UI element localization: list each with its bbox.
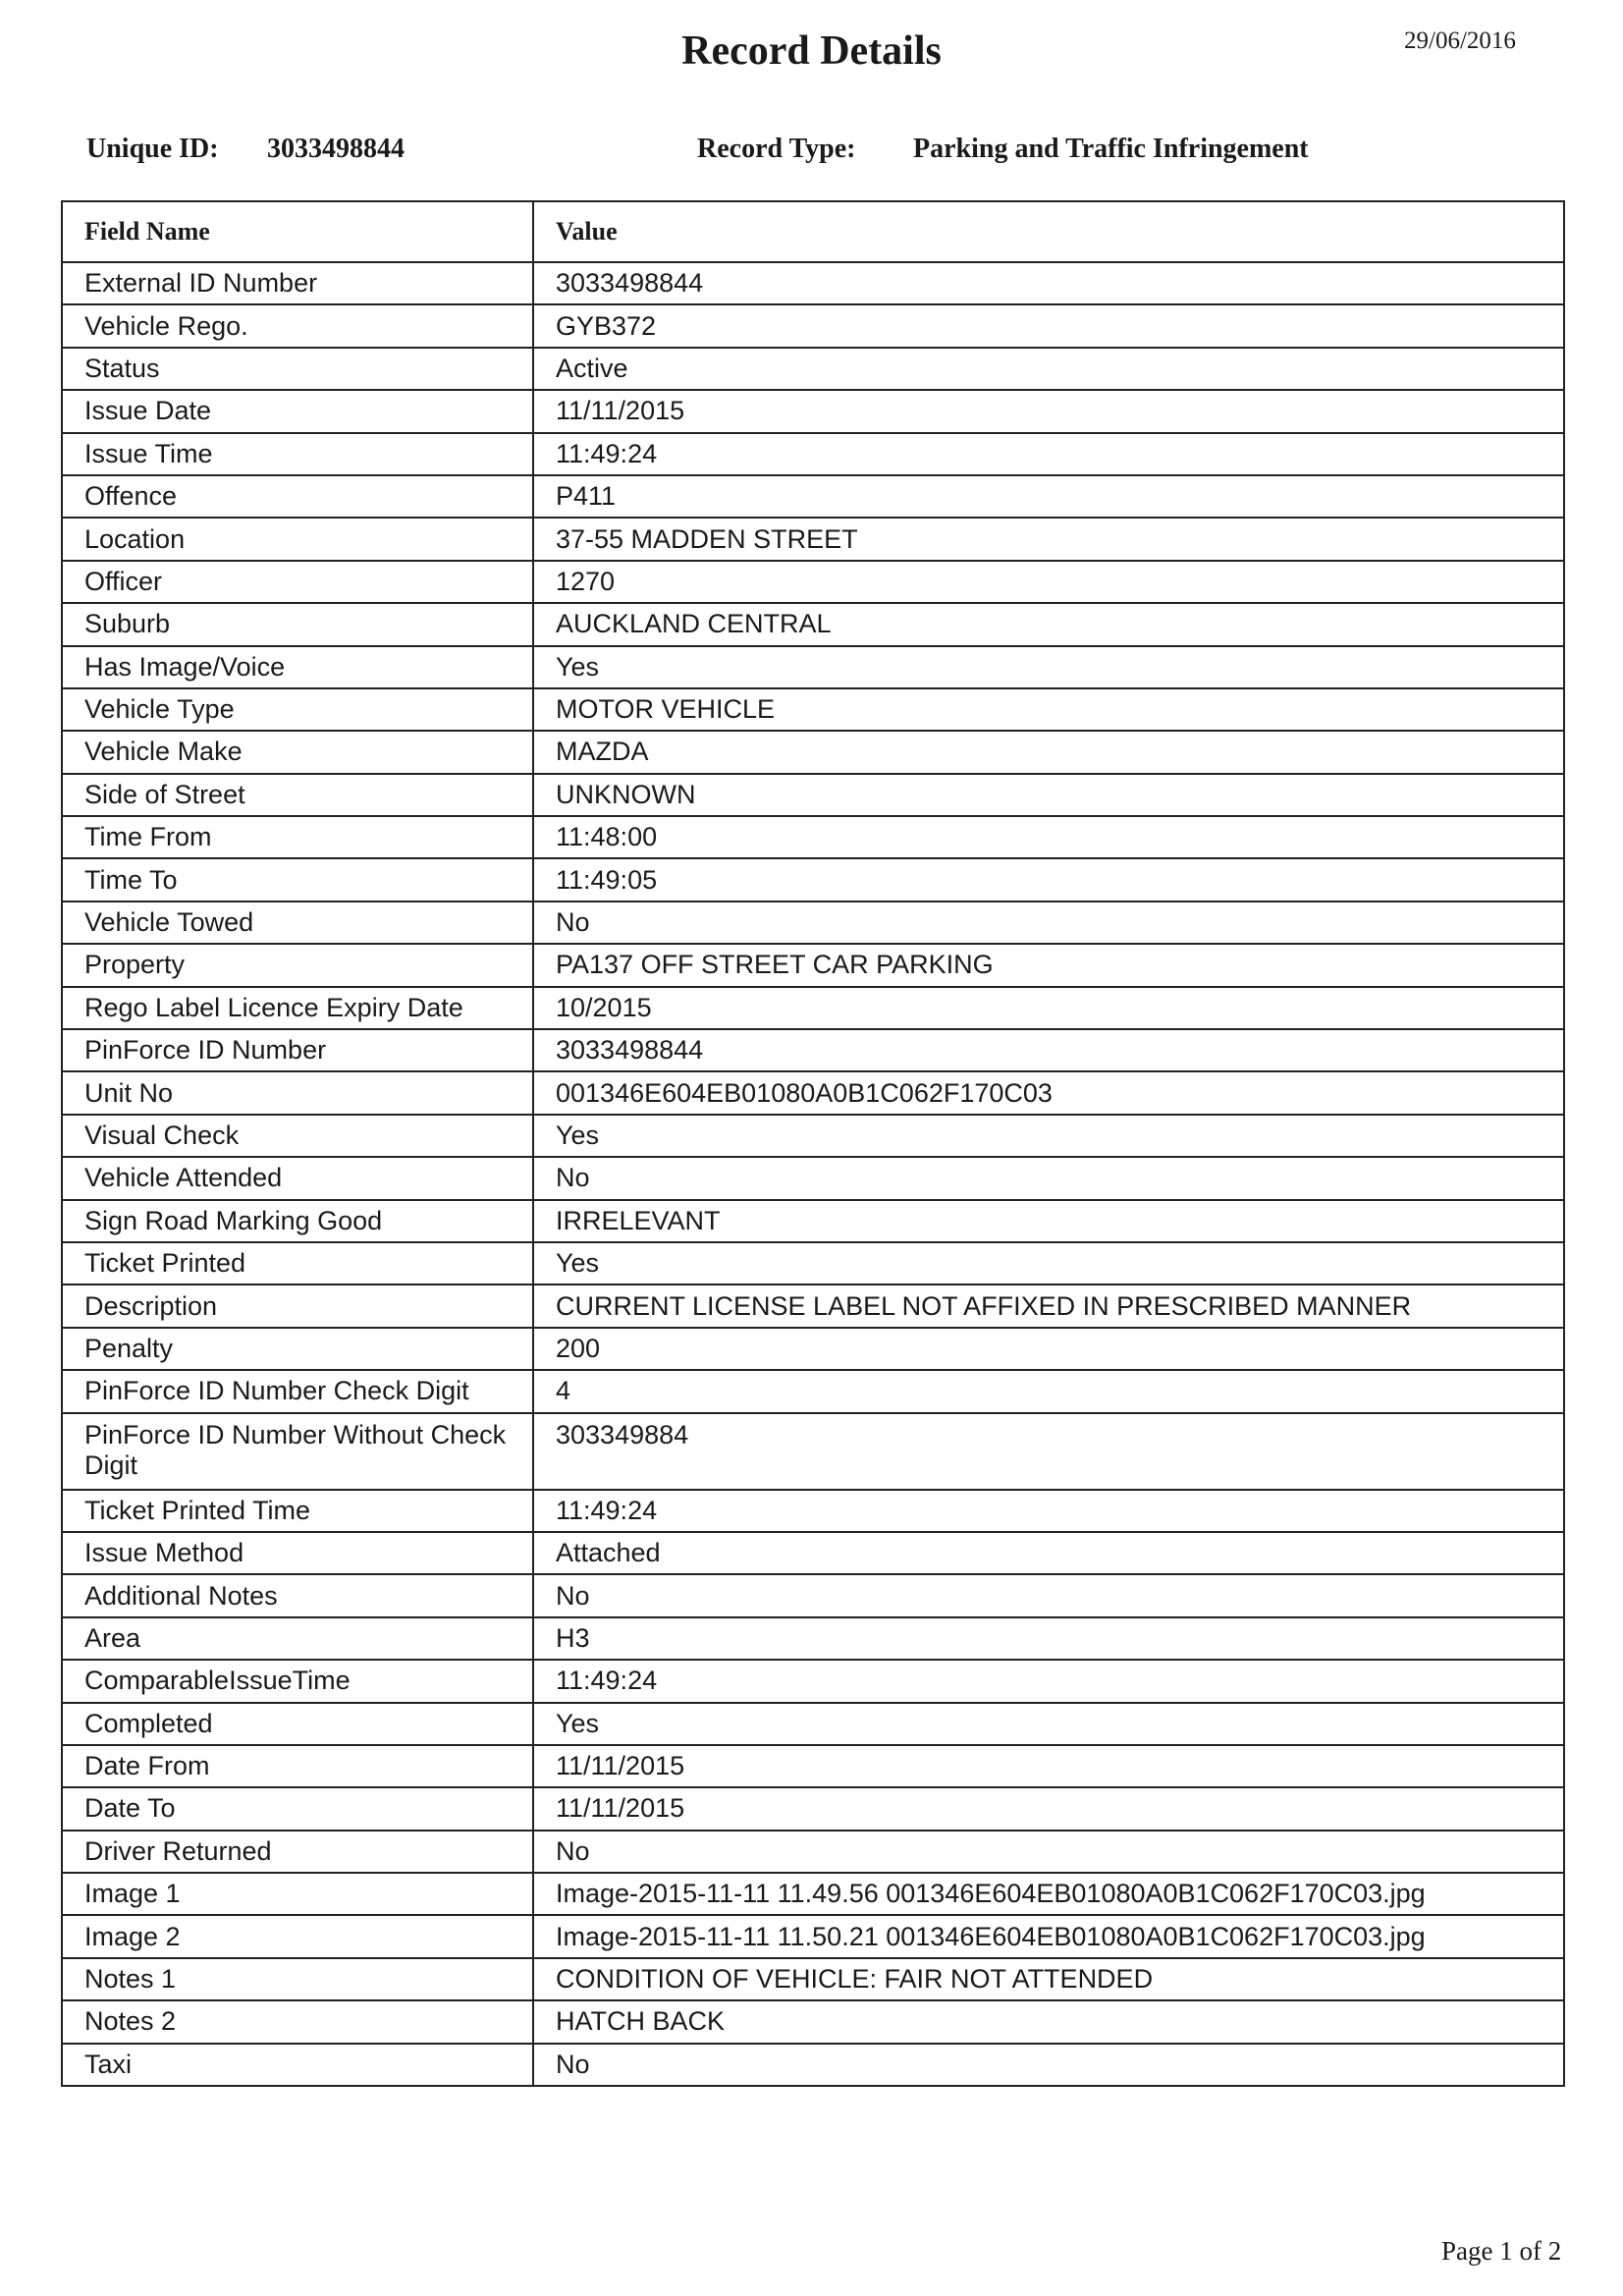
field-name-cell: PinForce ID Number Check Digit (62, 1370, 533, 1412)
value-cell: GYB372 (533, 304, 1564, 347)
table-row (62, 433, 1564, 475)
value-cell: 3033498844 (533, 262, 1564, 304)
table-row (62, 646, 1564, 688)
unique-id-label: Unique ID: (86, 134, 219, 164)
table-row (62, 1660, 1564, 1702)
field-name-cell: Area (62, 1617, 533, 1660)
table-row (62, 518, 1564, 560)
field-name-cell: Suburb (62, 603, 533, 645)
field-name-cell: Additional Notes (62, 1574, 533, 1616)
value-cell: 11:49:05 (533, 858, 1564, 901)
field-name-cell: Time From (62, 816, 533, 858)
field-name-cell: Issue Method (62, 1532, 533, 1574)
field-name-cell: Location (62, 518, 533, 560)
record-type-label: Record Type: (697, 134, 856, 164)
value-cell: H3 (533, 1617, 1564, 1660)
value-cell: 10/2015 (533, 987, 1564, 1029)
field-name-cell: Issue Time (62, 433, 533, 475)
value-cell: 3033498844 (533, 1029, 1564, 1071)
table-row (62, 1413, 1564, 1490)
table-row (62, 987, 1564, 1029)
table-row (62, 1285, 1564, 1327)
value-cell: Yes (533, 1242, 1564, 1285)
value-cell: P411 (533, 475, 1564, 518)
field-name-cell: Penalty (62, 1328, 533, 1370)
table-row (62, 1071, 1564, 1114)
field-name-cell: Taxi (62, 2044, 533, 2086)
table-row (62, 1200, 1564, 1242)
value-cell: 11:48:00 (533, 816, 1564, 858)
field-name-cell: Notes 1 (62, 1958, 533, 2000)
table-row (62, 944, 1564, 986)
table-row (62, 1029, 1564, 1071)
field-name-cell: PinForce ID Number (62, 1029, 533, 1071)
value-cell: 11/11/2015 (533, 390, 1564, 432)
field-name-cell: Property (62, 944, 533, 986)
field-name-cell: Vehicle Rego. (62, 304, 533, 347)
table-row (62, 1532, 1564, 1574)
value-cell: No (533, 2044, 1564, 2086)
value-cell: 4 (533, 1370, 1564, 1412)
value-cell: MAZDA (533, 731, 1564, 773)
field-name-cell: Date From (62, 1745, 533, 1787)
value-cell: Yes (533, 1703, 1564, 1745)
column-header-value: Value (533, 201, 1564, 262)
field-name-cell: Date To (62, 1787, 533, 1830)
field-name-cell: Vehicle Attended (62, 1157, 533, 1199)
value-cell: 11:49:24 (533, 433, 1564, 475)
field-name-cell: Offence (62, 475, 533, 518)
value-cell: 303349884 (533, 1413, 1564, 1490)
table-row (62, 688, 1564, 731)
table-row (62, 1745, 1564, 1787)
page-number: Page 1 of 2 (1441, 2236, 1562, 2266)
table-row (62, 1617, 1564, 1660)
table-row (62, 262, 1564, 304)
field-name-cell: Vehicle Towed (62, 902, 533, 944)
value-cell: MOTOR VEHICLE (533, 688, 1564, 731)
print-date: 29/06/2016 (1404, 27, 1516, 54)
value-cell: No (533, 1574, 1564, 1616)
value-cell: 11:49:24 (533, 1490, 1564, 1532)
value-cell: CURRENT LICENSE LABEL NOT AFFIXED IN PRESCRIBED MANNER (533, 1285, 1564, 1327)
table-row (62, 304, 1564, 347)
table-row (62, 1787, 1564, 1830)
field-name-cell: Description (62, 1285, 533, 1327)
table-header-row (62, 201, 1564, 262)
field-name-cell: Completed (62, 1703, 533, 1745)
page-title: Record Details (681, 28, 942, 74)
table-row (62, 561, 1564, 603)
table-row (62, 1115, 1564, 1157)
value-cell: IRRELEVANT (533, 1200, 1564, 1242)
unique-id-value: 3033498844 (267, 134, 405, 164)
value-cell: Attached (533, 1532, 1564, 1574)
table-row (62, 603, 1564, 645)
value-cell: 37-55 MADDEN STREET (533, 518, 1564, 560)
table-row (62, 1703, 1564, 1745)
table-row (62, 475, 1564, 518)
value-cell: UNKNOWN (533, 774, 1564, 816)
field-name-cell: Side of Street (62, 774, 533, 816)
field-name-cell: Image 2 (62, 1915, 533, 1957)
field-name-cell: Driver Returned (62, 1831, 533, 1873)
value-cell: 11/11/2015 (533, 1787, 1564, 1830)
field-name-cell: Vehicle Make (62, 731, 533, 773)
table-row (62, 1831, 1564, 1873)
value-cell: 001346E604EB01080A0B1C062F170C03 (533, 1071, 1564, 1114)
field-name-cell: Sign Road Marking Good (62, 1200, 533, 1242)
table-row (62, 731, 1564, 773)
value-cell: 11:49:24 (533, 1660, 1564, 1702)
record-details-table (61, 200, 1565, 2087)
field-name-cell: External ID Number (62, 262, 533, 304)
table-row (62, 1873, 1564, 1915)
table-row (62, 1242, 1564, 1285)
field-name-cell: Image 1 (62, 1873, 533, 1915)
field-name-cell: Vehicle Type (62, 688, 533, 731)
value-cell: 11/11/2015 (533, 1745, 1564, 1787)
value-cell: No (533, 902, 1564, 944)
table-row (62, 1328, 1564, 1370)
value-cell: No (533, 1157, 1564, 1199)
value-cell: Yes (533, 646, 1564, 688)
value-cell: HATCH BACK (533, 2000, 1564, 2043)
table-row (62, 348, 1564, 390)
value-cell: 200 (533, 1328, 1564, 1370)
value-cell: Image-2015-11-11 11.50.21 001346E604EB01080A0B1C062F170C03.jpg (533, 1915, 1564, 1957)
value-cell: 1270 (533, 561, 1564, 603)
table-row (62, 1958, 1564, 2000)
table-row (62, 1915, 1564, 1957)
field-name-cell: Rego Label Licence Expiry Date (62, 987, 533, 1029)
table-row (62, 816, 1564, 858)
value-cell: PA137 OFF STREET CAR PARKING (533, 944, 1564, 986)
table-row (62, 2044, 1564, 2086)
table-row (62, 1157, 1564, 1199)
field-name-cell: ComparableIssueTime (62, 1660, 533, 1702)
table-row (62, 2000, 1564, 2043)
column-header-field-name: Field Name (62, 201, 533, 262)
table-row (62, 1574, 1564, 1616)
field-name-cell: Has Image/Voice (62, 646, 533, 688)
value-cell: AUCKLAND CENTRAL (533, 603, 1564, 645)
field-name-cell: Visual Check (62, 1115, 533, 1157)
table-row (62, 1370, 1564, 1412)
field-name-cell: Time To (62, 858, 533, 901)
record-type-value: Parking and Traffic Infringement (913, 134, 1309, 164)
field-name-cell: Status (62, 348, 533, 390)
field-name-cell: Notes 2 (62, 2000, 533, 2043)
field-name-cell: PinForce ID Number Without Check Digit (62, 1413, 533, 1490)
value-cell: Image-2015-11-11 11.49.56 001346E604EB01080A0B1C062F170C03.jpg (533, 1873, 1564, 1915)
field-name-cell: Ticket Printed Time (62, 1490, 533, 1532)
table-row (62, 858, 1564, 901)
value-cell: Yes (533, 1115, 1564, 1157)
table-row (62, 1490, 1564, 1532)
table-body (62, 262, 1564, 2086)
field-name-cell: Unit No (62, 1071, 533, 1114)
field-name-cell: Officer (62, 561, 533, 603)
table-row (62, 774, 1564, 816)
table-row (62, 902, 1564, 944)
field-name-cell: Issue Date (62, 390, 533, 432)
table-row (62, 390, 1564, 432)
value-cell: No (533, 1831, 1564, 1873)
value-cell: Active (533, 348, 1564, 390)
value-cell: CONDITION OF VEHICLE: FAIR NOT ATTENDED (533, 1958, 1564, 2000)
field-name-cell: Ticket Printed (62, 1242, 533, 1285)
